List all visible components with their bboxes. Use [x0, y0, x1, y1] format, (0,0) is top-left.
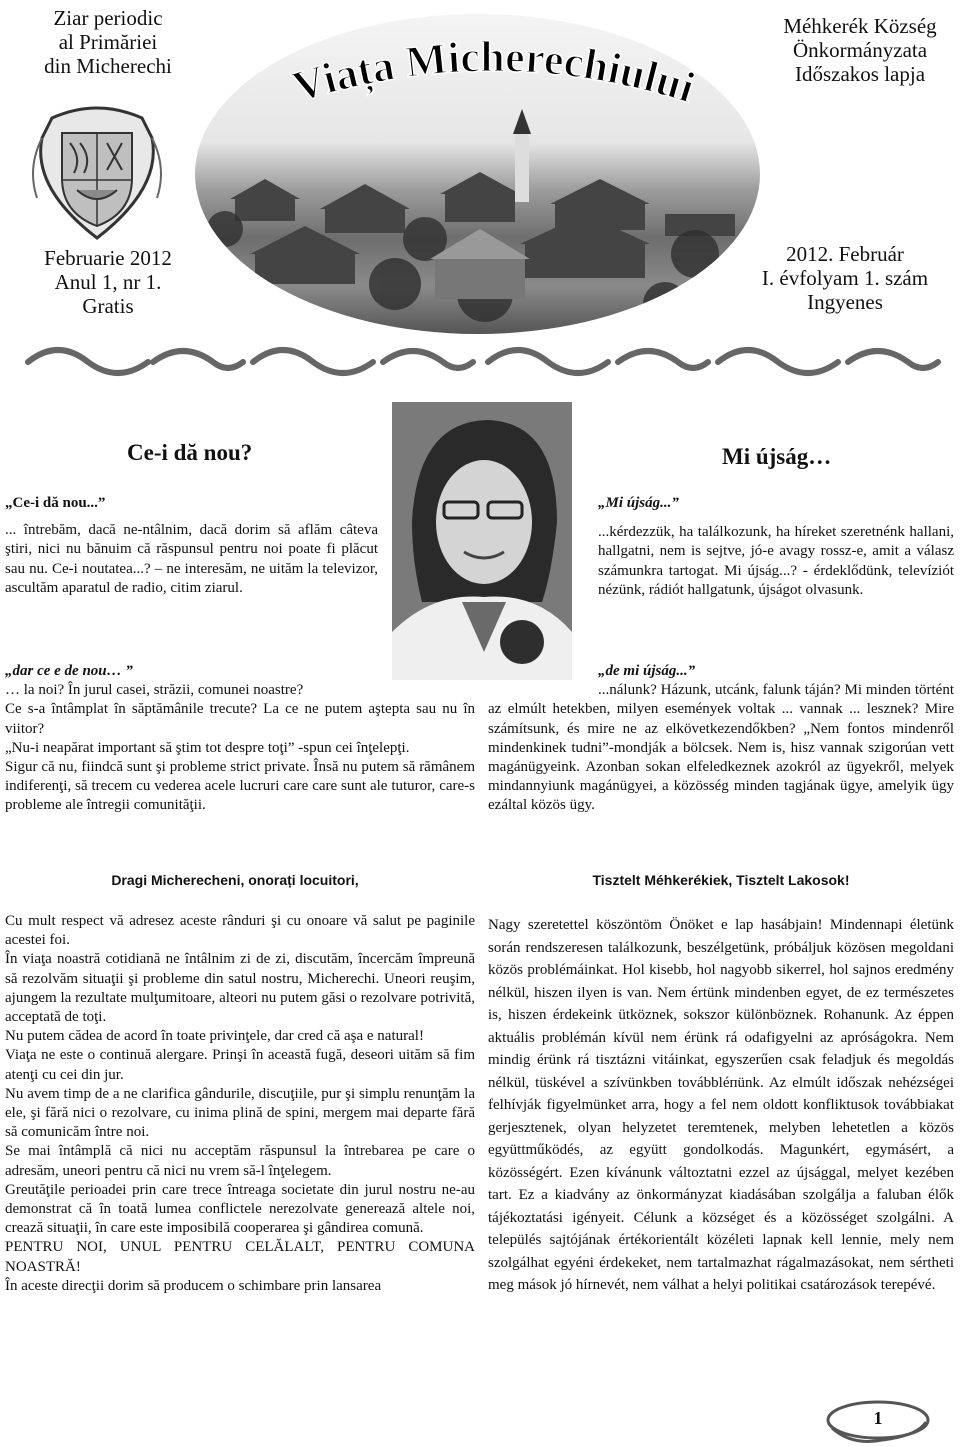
masthead-title-art — [270, 30, 730, 150]
romanian-body-paragraph-9: În aceste direcţii dorim să producem o schimbare prin lansarea — [5, 1277, 382, 1294]
header-left-line-1: Ziar periodic — [53, 6, 163, 30]
romanian-second-line-4: Sigur că nu, fiindcă sunt şi probleme strict private. Însă nu putem să rămânem indiferenţi, să trecem cu vederea acele lucruri care care sunt ale tuturor, care-s probleme ale întregii comunităţii. — [5, 759, 475, 814]
romanian-body-paragraph-6: Se mai întâmplă că nici nu acceptăm răspunsul la întrebarea pe care o adresăm, uneori pentru că nici nu vrem să-l înţelegem. — [5, 1143, 475, 1179]
hungarian-body — [488, 914, 954, 1297]
header-left-date-line-2: Anul 1, nr 1. — [54, 270, 162, 294]
romanian-intro-heading: „Ce-i dă nou...” — [5, 495, 106, 511]
romanian-body — [5, 912, 475, 1296]
header-right-line-3: Időszakos lapja — [794, 62, 926, 86]
decorative-scroll-border — [18, 340, 948, 382]
header-left-date-block — [18, 246, 198, 318]
romanian-body-paragraph-3: Nu putem cădea de acord în toate privinţele, dar cred că aşa e natural! — [5, 1028, 424, 1045]
romanian-greeting: Dragi Micherecheni, onorați locuitori, — [111, 872, 359, 888]
header-left-line-2: al Primăriei — [58, 30, 158, 54]
header-right-date-line-2: I. évfolyam 1. szám — [761, 266, 929, 290]
header-left-date-line-3: Gratis — [82, 294, 134, 318]
header-right-date-block — [740, 242, 950, 314]
hungarian-intro-heading: „Mi újság...” — [598, 495, 679, 511]
header-right-date-line-3: Ingyenes — [807, 290, 883, 314]
romanian-body-paragraph-8: PENTRU NOI, UNUL PENTRU CELĂLALT, PENTRU COMUNA NOASTRĂ! — [5, 1239, 475, 1275]
romanian-intro — [5, 494, 378, 598]
romanian-body-paragraph-2: În viaţa noastră cotidiană ne întâlnim zi de zi, discutăm, încercăm împreună să rezolvăm situaţii şi probleme din satul nostru, Micherechi. Uneori reuşim, ajungem la rezultate mulţumitoare, alteori nu putem găsi o rezolvare potrivită, acceptată de toţi. — [5, 951, 475, 1026]
page-number: 1 — [873, 1408, 883, 1428]
hungarian-section-title: Mi újság… — [722, 444, 832, 469]
romanian-second-section — [5, 662, 475, 816]
romanian-body-paragraph-1: Cu mult respect vă adresez aceste rânduri şi cu onoare vă salut pe paginile acestei foi. — [5, 913, 475, 949]
romanian-second-line-1: … la noi? În jurul casei, străzii, comunei noastre? — [5, 682, 304, 699]
header-right-date-line-1: 2012. Február — [786, 242, 904, 266]
romanian-body-paragraph-7: Greutăţile perioadei prin care trece întreaga societate din jurul nostru ne-au demonstrat că în toată lumea conflictele nerezolvate generează altele noi, crează situaţii, în care este imposibilă cooperarea şi gândirea comună. — [5, 1181, 475, 1237]
header-left-block — [18, 6, 198, 78]
romanian-intro-text: ... întrebăm, dacă ne-ntâlnim, dacă dorim să aflăm câteva ştiri, nici nu bănuim că răspunsul pentru noi poate fi plăcut sau nu. Ce-i noutatea...? – ne interesăm, ne uităm la televizor, ascultăm aparatul de radio, citim ziarul. — [5, 522, 378, 596]
hungarian-second-text: ...nálunk? Házunk, utcánk, falunk táján? Mi minden történt az elmúlt hetekben, milyen események voltak ... vannak ... lesznek? Mire számítsunk, és mire ne az elkövetkezendőkben? „Nem fontos mindenről mindenkinek tudni”-mondják a bölcsek. Nem is, hisz vannak szigorúan vett magánügyeink. Azonban sokan elfeledkeznek azokról az ügyekről, melyek mindannyiunk magánügyei, a közösség minden tagjának ügye, amelyik ügy ezáltal közös ügy. — [488, 682, 954, 814]
header-left-line-3: din Micherechi — [44, 54, 172, 78]
mayor-portrait-photo — [392, 402, 572, 680]
romanian-section-title: Ce-i dă nou? — [127, 440, 253, 465]
romanian-second-line-2: Ce s-a întâmplat în săptămânile trecute? La ce ne putem aştepta sau nu în viitor? — [5, 701, 475, 737]
header-right-line-2: Önkormányzata — [792, 38, 928, 62]
header-left-date-line-1: Februarie 2012 — [44, 246, 172, 270]
hungarian-second-section — [488, 662, 954, 816]
romanian-second-heading: „dar ce e de nou… ” — [5, 663, 133, 679]
romanian-body-paragraph-4: Viaţa ne este o continuă alergare. Prinşi în această fugă, deseori uităm să fim atenţi cu cei din jur. — [5, 1047, 475, 1083]
hungarian-intro — [598, 494, 954, 600]
hungarian-intro-text: ...kérdezzük, ha találkozunk, ha híreket szeretnénk hallani, hallgatni, nem is sejtve, jó-e avagy rossz-e, amit a válasz számunkra tartogat. Mi újság...? - érdeklődünk, televíziót nézünk, rádiót hallgatunk, újságot olvasunk. — [598, 524, 954, 598]
hungarian-body-text: Nagy szeretettel köszöntöm Önöket e lap hasábjain! Mindennapi életünk során rendszeresen találkozunk, beszélgetünk, próbáljuk közösen megoldani közös problémáinkat. Hol kisebb, hol nagyobb sikerrel, hol sajnos eredmény nélkül, hiszen ilyen is van. Nem értünk mindenben egyet, de ez természetes is, hiszen érdekeink ütköznek, sokszor különböznek. Rohanunk. Az éppen aktuális problémán kívül nem érünk rá odafigyelni az apróságokra. Nem mindig érünk rá tisztázni vitáinkat, egyszerűen csak feladjuk és megoldás nélkül, tüskével a szívünkben továbbléпünk. Az elmúlt időszak nehézségei felhívják figyelmünket arra, hogy a fel nem oldott konfliktusok továbbiakat gerjesztenek, olyan helyzetet teremtenek, melyben lehetetlen a közös együttműködés, az együtt gondolkodás. Magunkért, egymásért, a közösségért. Ezen kívánunk változtatni ezzel az újsággal, melyet kezében tart. Ez a kiadvány az önkormányzat kiadásában szolgálja a faluban élők tájékoztatási igényeit. Célunk a községet és a közösséget szolgálni. A település sajtójának értékorientált közéleti lapnak kell lennie, mely nem szolgálhat egyéni érdekeket, nem tartalmazhat rágalmazásokat, nem sértheti meg mások jó hírnevét, nem válhat a helyi politikai csatározások terepévé. — [488, 917, 954, 1293]
svg-text:Viața Micherechiului: Viața Micherechiului — [287, 32, 701, 113]
romanian-body-paragraph-5: Nu avem timp de a ne clarifica gândurile, discuţiile, pur şi simplu renunţăm la ele, şi fără nici o rezolvare, cu inima plină de spini, mergem mai departe fără să comunicăm între noi. — [5, 1085, 475, 1141]
hungarian-second-heading: „de mi újság...” — [598, 663, 696, 679]
coat-of-arms-icon — [22, 98, 172, 243]
header-right-line-1: Méhkerék Község — [783, 14, 937, 38]
romanian-second-line-3: „Nu-i neapărat important să ştim tot despre toţi” -spun cei înţelepţi. — [5, 739, 410, 756]
hungarian-greeting: Tisztelt Méhkerékiek, Tisztelt Lakosok! — [592, 872, 850, 888]
header-right-block — [760, 14, 960, 86]
